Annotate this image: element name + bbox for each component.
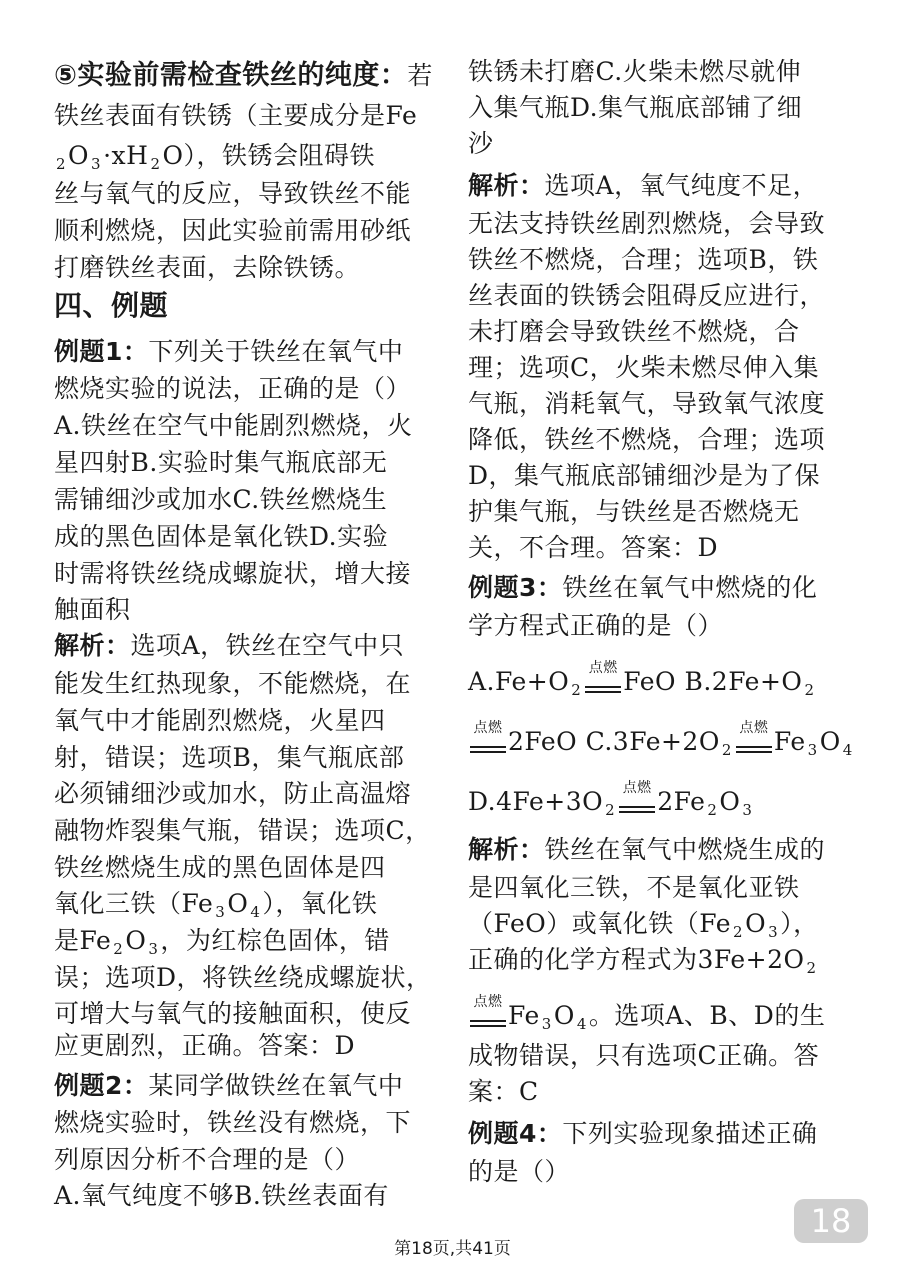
text-line: 未打磨会导致铁丝不燃烧，合 (468, 317, 800, 346)
text-line: 触面积 (54, 595, 131, 624)
text-line: 关，不合理。答案：D (468, 533, 719, 562)
formula-line: 氧化三铁（Fe $_3$O $_4$），氧化铁 (54, 889, 378, 921)
analysis-1-label: 解析： (54, 631, 131, 660)
reaction-condition-arrow: 点燃 (583, 666, 623, 698)
text-line: 能发生红热现象，不能燃烧，在 (54, 669, 412, 698)
analysis-2-line: 解析：选项A，氧气纯度不足， (468, 171, 819, 200)
analysis-1-line: 解析：选项A，铁丝在空气中只 (54, 631, 405, 660)
analysis-2-label: 解析： (468, 171, 545, 200)
text-line: 燃烧实验时，铁丝没有燃烧，下 (54, 1108, 412, 1137)
text-line: 射，错误；选项B，集气瓶底部 (54, 743, 405, 772)
text-line: 需铺细沙或加水C.铁丝燃烧生 (54, 485, 388, 514)
reaction-condition-arrow: 点燃 (734, 726, 774, 758)
example-3-line: 例题3：铁丝在氧气中燃烧的化 (468, 573, 818, 602)
text-line: 铁丝表面有铁锈（主要成分是Fe (54, 101, 418, 130)
formula-line: 是Fe $_2$O $_3$，为红棕色固体，错 (54, 926, 390, 958)
text-line: 护集气瓶，与铁丝是否燃烧无 (468, 497, 800, 526)
text-line: 铁锈未打磨C.火柴未燃尽就伸 (468, 57, 802, 86)
text-line: 列原因分析不合理的是（） (54, 1145, 361, 1174)
text-line: 降低，铁丝不燃烧，合理；选项 (468, 425, 826, 454)
equation-line-a: A.Fe+O $_2$ 点燃 FeO B.2Fe+O $_2$ (468, 660, 815, 699)
text-line: 学方程式正确的是（） (468, 611, 724, 640)
reaction-condition-arrow: 点燃 (468, 726, 508, 758)
text-line: 氧气中才能剧烈燃烧，火星四 (54, 706, 386, 735)
text-line: A.氧气纯度不够B.铁丝表面有 (54, 1181, 389, 1210)
text-line: 的是（） (468, 1157, 571, 1186)
example-4-label: 例题4： (468, 1119, 563, 1148)
formula-line: $_2$O $_3$·xH $_2$O），铁锈会阻碍铁 (56, 141, 375, 173)
text-line: 燃烧实验的说法，正确的是（） (54, 374, 412, 403)
text-line: 铁丝不燃烧，合理；选项B，铁 (468, 245, 819, 274)
text-line: D，集气瓶底部铺细沙是为了保 (468, 461, 821, 490)
text-line: 融物炸裂集气瓶，错误；选项C， (54, 816, 431, 845)
purity-check-line: ⑤实验前需检查铁丝的纯度：若 (54, 60, 433, 91)
equation-line-d: D.4Fe+3O $_2$ 点燃 2Fe $_2$O $_3$ (468, 780, 753, 819)
text-line: 可增大与氧气的接触面积，使反 (54, 999, 412, 1028)
page-footer: 第18页,共41页 (394, 1239, 511, 1259)
analysis-3-line: 解析：铁丝在氧气中燃烧生成的 (468, 835, 826, 864)
example-2-line: 例题2：某同学做铁丝在氧气中 (54, 1071, 404, 1100)
text-line: 案：C (468, 1077, 539, 1106)
text-line: 误；选项D，将铁丝绕成螺旋状， (54, 963, 432, 992)
formula-line: 正确的化学方程式为3Fe+2O $_2$ (468, 945, 817, 977)
analysis-3-label: 解析： (468, 835, 545, 864)
text-line: 气瓶，消耗氧气，导致氧气浓度 (468, 389, 826, 418)
text-line: 时需将铁丝绕成螺旋状，增大接 (54, 559, 412, 588)
formula-line: 点燃 Fe $_3$O $_4$。选项A、B、D的生 (468, 1000, 825, 1040)
formula-line: （FeO）或氧化铁（Fe $_2$O $_3$）， (468, 909, 819, 941)
text-line: 成的黑色固体是氧化铁D.实验 (54, 522, 389, 551)
text-line: 应更剧烈，正确。答案：D (54, 1031, 356, 1060)
example-4-line: 例题4：下列实验现象描述正确 (468, 1119, 818, 1148)
section-title: 四、例题 (54, 289, 169, 322)
text-line: 丝表面的铁锈会阻碍反应进行， (468, 281, 826, 310)
page-number-badge: 18 (794, 1199, 868, 1243)
text-line: A.铁丝在空气中能剧烈燃烧，火 (54, 411, 413, 440)
text-line: 打磨铁丝表面，去除铁锈。 (54, 253, 361, 282)
text-line: 必须铺细沙或加水，防止高温熔 (54, 779, 412, 808)
equation-line-b: 点燃 2FeO C.3Fe+2O $_2$ 点燃 Fe $_3$O $_4$ (468, 726, 855, 766)
text-line: 理；选项C，火柴未燃尽伸入集 (468, 353, 820, 382)
text-line: 成物错误，只有选项C正确。答 (468, 1041, 820, 1070)
text-line: 丝与氧气的反应，导致铁丝不能 (54, 179, 412, 208)
example-3-label: 例题3： (468, 573, 563, 602)
example-1-line: 例题1：下列关于铁丝在氧气中 (54, 337, 404, 366)
text-line: 顺利燃烧，因此实验前需用砂纸 (54, 216, 412, 245)
example-2-label: 例题2： (54, 1071, 149, 1100)
purity-check-heading: ⑤实验前需检查铁丝的纯度： (54, 60, 408, 91)
example-1-label: 例题1： (54, 337, 149, 366)
text-line: 是四氧化三铁，不是氧化亚铁 (468, 873, 800, 902)
text-line: 无法支持铁丝剧烈燃烧，会导致 (468, 209, 826, 238)
reaction-condition-arrow: 点燃 (617, 786, 657, 818)
text-line: 沙 (468, 129, 494, 158)
reaction-condition-arrow: 点燃 (468, 1000, 508, 1032)
text-line: 入集气瓶D.集气瓶底部铺了细 (468, 93, 803, 122)
text-line: 星四射B.实验时集气瓶底部无 (54, 448, 388, 477)
text-line: 铁丝燃烧生成的黑色固体是四 (54, 853, 386, 882)
